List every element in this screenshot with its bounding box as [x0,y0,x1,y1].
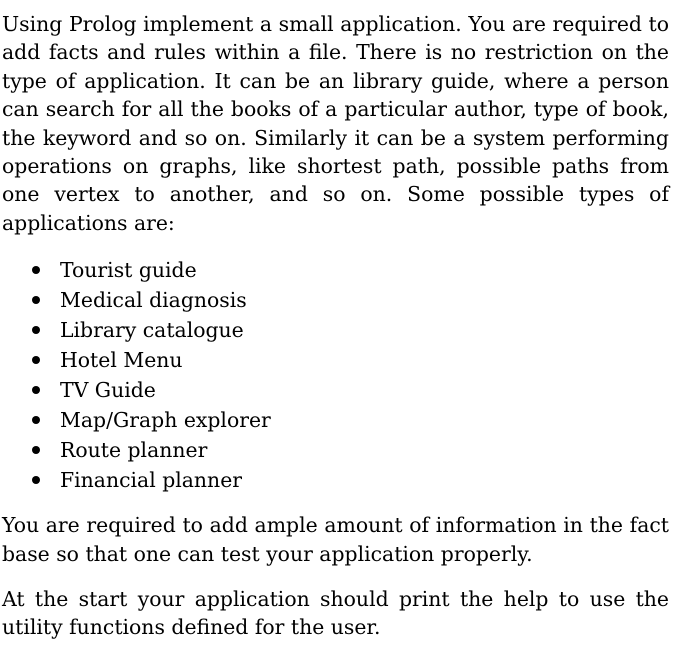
list-item-label: Medical diagnosis [60,288,247,313]
bullet-icon [32,296,40,304]
list-item-label: Map/Graph explorer [60,408,271,433]
list-item [2,255,669,285]
application-types-list [2,255,669,495]
list-item-label: Hotel Menu [60,348,183,373]
bullet-icon [32,476,40,484]
list-item [2,405,669,435]
intro-paragraph: Using Prolog implement a small application. You are required to add facts and rules within a file. There is no restriction on the type of application. It can be an library guide, where a person can search for all the books of a particular author, type of book, the keyword and so on. Similarly it can be a system performing operations on graphs, like shortest path, possible paths from one vertex to another, and so on. Some possible types of applications are: [2,12,669,235]
bullet-icon [32,356,40,364]
list-item [2,435,669,465]
list-item [2,285,669,315]
bullet-icon [32,386,40,394]
list-item-label: Financial planner [60,468,243,493]
bullet-icon [32,416,40,424]
list-item [2,345,669,375]
bullet-icon [32,446,40,454]
list-item-label: TV Guide [60,378,156,403]
list-item [2,375,669,405]
list-item-label: Route planner [60,438,208,463]
document-body [2,10,669,642]
list-item-label: Tourist guide [60,258,197,283]
bullet-icon [32,326,40,334]
help-paragraph: At the start your application should print the help to use the utility functions defined for the user. [2,587,669,640]
list-item [2,465,669,495]
requirement-paragraph: You are required to add ample amount of information in the fact base so that one can test your application properly. [2,513,669,566]
list-item [2,315,669,345]
list-item-label: Library catalogue [60,318,244,343]
bullet-icon [32,266,40,274]
